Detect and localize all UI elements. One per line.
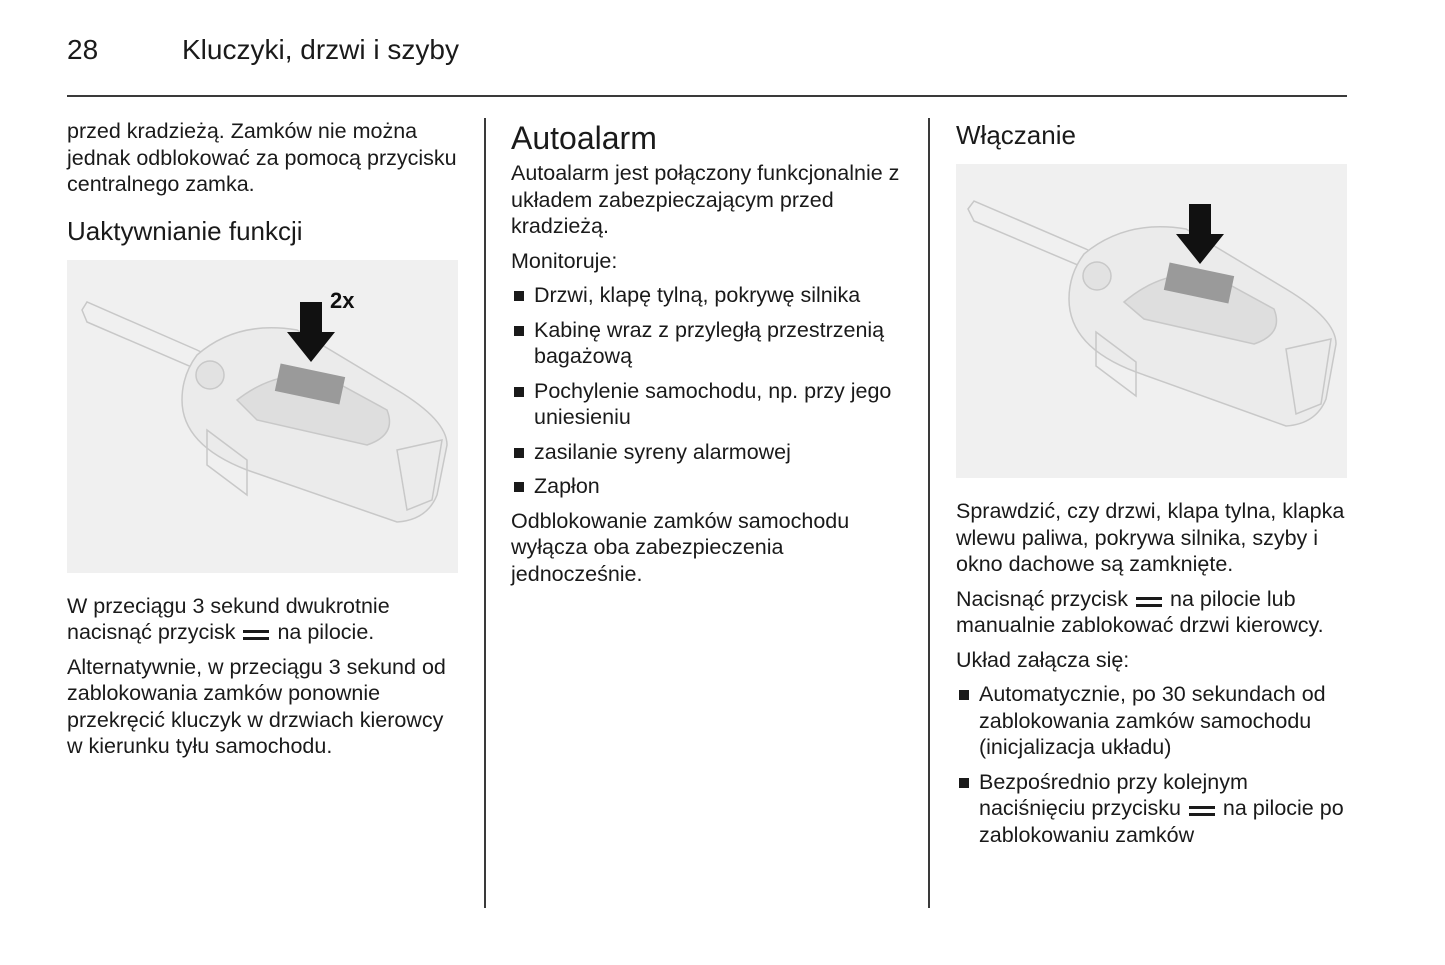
bullet-icon <box>514 387 524 397</box>
page-number: 28 <box>67 34 99 65</box>
list-item: Bezpośrednio przy kolejnym naciśnięciu przycisku na pilocie po zablokowaniu zamków <box>956 769 1351 849</box>
column-2 <box>511 118 916 595</box>
intro-text: przed kradzieżą. Zamków nie można jednak odblokować za pomocą przycisku centralnego zamka. <box>67 119 457 196</box>
column-divider-1 <box>484 118 486 908</box>
key-fob-illustration <box>956 164 1347 478</box>
section-heading-activation: Uaktywnianie funkcji <box>67 215 303 246</box>
header-rule <box>67 95 1347 97</box>
bullet-icon <box>959 778 969 788</box>
bullet-icon <box>514 326 524 336</box>
bullet-icon <box>514 448 524 458</box>
list-item: zasilanie syreny alarmowej <box>511 439 916 466</box>
bullet-icon <box>959 690 969 700</box>
key-fob-figure-double-press <box>67 260 458 573</box>
key-fob-figure-press <box>956 164 1347 478</box>
list-item: Drzwi, klapę tylną, pokrywę silnika <box>511 282 916 309</box>
key-fob-illustration <box>67 260 458 573</box>
paragraph-alternative: Alternatywnie, w przeciągu 3 sekund od zablokowania zamków ponownie przekręcić kluczyk w drzwiach kierowcy w kierunku tyłu samochodu. <box>67 654 446 758</box>
monitored-items-list <box>511 282 916 500</box>
lock-button-icon <box>243 630 269 640</box>
column-divider-2 <box>928 118 930 908</box>
list-item: Pochylenie samochodu, np. przy jego uniesieniu <box>511 378 916 431</box>
chapter-title: Kluczyki, drzwi i szyby <box>182 34 459 65</box>
list-item: Zapłon <box>511 473 916 500</box>
lock-button-icon <box>1136 597 1162 607</box>
closing-text: Odblokowanie zamków samochodu wyłącza oba zabezpieczenia jednocześnie. <box>511 508 850 586</box>
section-title-autoalarm: Autoalarm <box>511 120 657 156</box>
paragraph-double-press: W przeciągu 3 sekund dwukrotnie nacisnąć przycisk na pilocie. <box>67 593 390 644</box>
column-3 <box>956 118 1351 856</box>
paragraph-check-closures: Sprawdzić, czy drzwi, klapa tylna, klapka wlewu paliwa, pokrywa silnika, szyby i okno dachowe są zamknięte. <box>956 499 1345 576</box>
list-item: Kabinę wraz z przyległą przestrzenią bagażową <box>511 317 916 370</box>
paragraph-press-lock: Nacisnąć przycisk na pilocie lub manualnie zablokować drzwi kierowcy. <box>956 586 1324 637</box>
press-count-label: 2x <box>330 287 355 313</box>
activation-items-list <box>956 681 1351 848</box>
column-1 <box>67 118 462 768</box>
intro-text: Autoalarm jest połączony funkcjonalnie z układem zabezpieczającym przed kradzieżą. <box>511 161 900 238</box>
monitors-label: Monitoruje: <box>511 248 618 273</box>
section-heading-enabling: Włączanie <box>956 120 1076 150</box>
bullet-icon <box>514 291 524 301</box>
lock-button-icon <box>1189 806 1215 816</box>
activation-label: Układ załącza się: <box>956 647 1130 672</box>
bullet-icon <box>514 482 524 492</box>
list-item: Automatycznie, po 30 sekundach od zablokowania zamków samochodu (inicjalizacja układu) <box>956 681 1351 761</box>
